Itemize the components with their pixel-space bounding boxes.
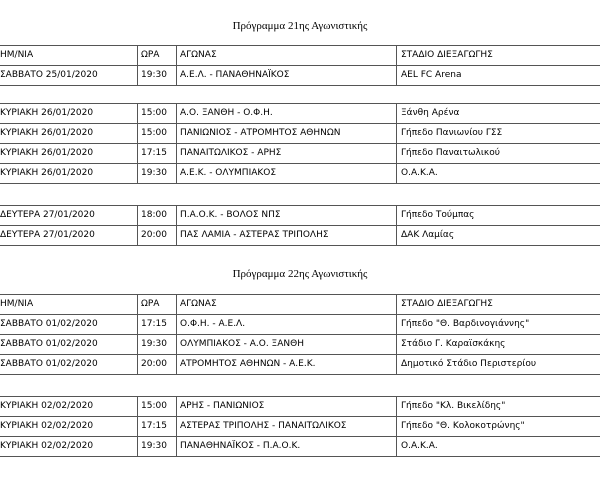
round22-header-row (0, 295, 600, 314)
cell-stadium: ΔΑΚ Λαμίας (401, 230, 455, 240)
cell-stadium: Γήπεδο Παναιτωλικού (401, 148, 500, 158)
divider (396, 205, 397, 246)
divider (396, 294, 397, 375)
divider (176, 103, 177, 184)
cell-match: Α.Ε.Λ. - ΠΑΝΑΘΗΝΑΪΚΟΣ (180, 70, 290, 80)
cell-date: ΣΑΒΒΑΤΟ 25/01/2020 (0, 70, 98, 80)
divider (137, 103, 138, 184)
cell-time: 17:15 (141, 319, 167, 329)
cell-stadium: Γήπεδο Πανιωνίου ΓΣΣ (401, 128, 503, 138)
table-row (0, 335, 600, 354)
divider (0, 374, 600, 375)
divider (0, 85, 600, 86)
round21-title: Πρόγραμμα 21ης Αγωνιστικής (232, 20, 368, 32)
cell-time: 19:30 (141, 70, 167, 80)
cell-time: 15:00 (141, 401, 167, 411)
cell-stadium: Γήπεδο "Κλ. Βικελίδης" (401, 401, 506, 411)
cell-date: ΚΥΡΙΑΚΗ 26/01/2020 (0, 148, 94, 158)
header-stadium: ΣΤΑΔΙΟ ΔΙΕΞΑΓΩΓΗΣ (401, 299, 493, 309)
round22-title: Πρόγραμμα 22ης Αγωνιστικής (232, 268, 368, 280)
cell-stadium: AEL FC Arena (401, 70, 462, 80)
table-row (0, 355, 600, 374)
cell-stadium: Γήπεδο "Θ. Κολοκοτρώνης" (401, 421, 525, 431)
cell-match: ΑΤΡΟΜΗΤΟΣ ΑΘΗΝΩΝ - Α.Ε.Κ. (180, 359, 316, 369)
table-row (0, 124, 600, 143)
table-row (0, 437, 600, 456)
table-row (0, 417, 600, 436)
round21-header-row (0, 46, 600, 65)
cell-time: 20:00 (141, 359, 167, 369)
cell-stadium: Δημοτικό Στάδιο Περιστερίου (401, 359, 537, 369)
divider (0, 245, 600, 246)
cell-time: 17:15 (141, 148, 167, 158)
cell-time: 20:00 (141, 230, 167, 240)
cell-time: 17:15 (141, 421, 167, 431)
cell-date: ΣΑΒΒΑΤΟ 01/02/2020 (0, 319, 98, 329)
cell-date: ΚΥΡΙΑΚΗ 26/01/2020 (0, 108, 94, 118)
table-row (0, 397, 600, 416)
cell-date: ΚΥΡΙΑΚΗ 26/01/2020 (0, 128, 94, 138)
cell-match: ΠΑΝΑΘΗΝΑΪΚΟΣ - Π.Α.Ο.Κ. (180, 441, 301, 451)
cell-match: ΠΑΝΑΙΤΩΛΙΚΟΣ - ΑΡΗΣ (180, 148, 282, 158)
cell-time: 15:00 (141, 108, 167, 118)
cell-date: ΣΑΒΒΑΤΟ 01/02/2020 (0, 339, 98, 349)
table-row (0, 144, 600, 163)
table-row (0, 104, 600, 123)
header-match: ΑΓΩΝΑΣ (180, 299, 217, 309)
cell-date: ΚΥΡΙΑΚΗ 02/02/2020 (0, 441, 94, 451)
header-date: ΗΜ/ΝΙΑ (0, 50, 34, 60)
divider (137, 45, 138, 86)
cell-time: 15:00 (141, 128, 167, 138)
divider (176, 294, 177, 375)
cell-time: 19:30 (141, 168, 167, 178)
cell-match: ΑΣΤΕΡΑΣ ΤΡΙΠΟΛΗΣ - ΠΑΝΑΙΤΩΛΙΚΟΣ (180, 421, 347, 431)
cell-match: ΟΛΥΜΠΙΑΚΟΣ - Α.Ο. ΞΑΝΘΗ (180, 339, 304, 349)
cell-date: ΚΥΡΙΑΚΗ 26/01/2020 (0, 168, 94, 178)
divider (396, 103, 397, 184)
divider (0, 456, 600, 457)
cell-stadium: Ο.Α.Κ.Α. (401, 441, 438, 451)
cell-time: 18:00 (141, 210, 167, 220)
header-match: ΑΓΩΝΑΣ (180, 50, 217, 60)
cell-match: ΠΑΣ ΛΑΜΙΑ - ΑΣΤΕΡΑΣ ΤΡΙΠΟΛΗΣ (180, 230, 329, 240)
header-time: ΩΡΑ (141, 299, 160, 309)
cell-stadium: Ο.Α.Κ.Α. (401, 168, 438, 178)
header-stadium: ΣΤΑΔΙΟ ΔΙΕΞΑΓΩΓΗΣ (401, 50, 493, 60)
cell-match: ΠΑΝΙΩΝΙΟΣ - ΑΤΡΟΜΗΤΟΣ ΑΘΗΝΩΝ (180, 128, 341, 138)
divider (176, 396, 177, 457)
cell-time: 19:30 (141, 339, 167, 349)
divider (176, 45, 177, 86)
cell-stadium: Γήπεδο Τούμπας (401, 210, 475, 220)
header-date: ΗΜ/ΝΙΑ (0, 299, 34, 309)
divider (176, 205, 177, 246)
cell-match: Α.Ε.Κ. - ΟΛΥΜΠΙΑΚΟΣ (180, 168, 277, 178)
divider (137, 205, 138, 246)
divider (396, 396, 397, 457)
header-time: ΩΡΑ (141, 50, 160, 60)
cell-match: Π.Α.Ο.Κ. - ΒΟΛΟΣ ΝΠΣ (180, 210, 281, 220)
table-row (0, 315, 600, 334)
table-row (0, 206, 600, 225)
cell-date: ΔΕΥΤΕΡΑ 27/01/2020 (0, 210, 95, 220)
cell-stadium: Στάδιο Γ. Καραϊσκάκης (401, 339, 506, 349)
cell-date: ΚΥΡΙΑΚΗ 02/02/2020 (0, 421, 94, 431)
divider (396, 45, 397, 86)
table-row (0, 226, 600, 245)
cell-match: Α.Ο. ΞΑΝΘΗ - Ο.Φ.Η. (180, 108, 273, 118)
cell-date: ΚΥΡΙΑΚΗ 02/02/2020 (0, 401, 94, 411)
cell-date: ΣΑΒΒΑΤΟ 01/02/2020 (0, 359, 98, 369)
divider (137, 396, 138, 457)
table-row (0, 164, 600, 183)
cell-date: ΔΕΥΤΕΡΑ 27/01/2020 (0, 230, 95, 240)
cell-stadium: Γήπεδο "Θ. Βαρδινογιάννης" (401, 319, 530, 329)
cell-match: ΑΡΗΣ - ΠΑΝΙΩΝΙΟΣ (180, 401, 265, 411)
cell-match: Ο.Φ.Η. - Α.Ε.Λ. (180, 319, 246, 329)
divider (137, 294, 138, 375)
divider (0, 183, 600, 184)
cell-time: 19:30 (141, 441, 167, 451)
cell-stadium: Ξάνθη Αρένα (401, 108, 460, 118)
table-row (0, 66, 600, 85)
